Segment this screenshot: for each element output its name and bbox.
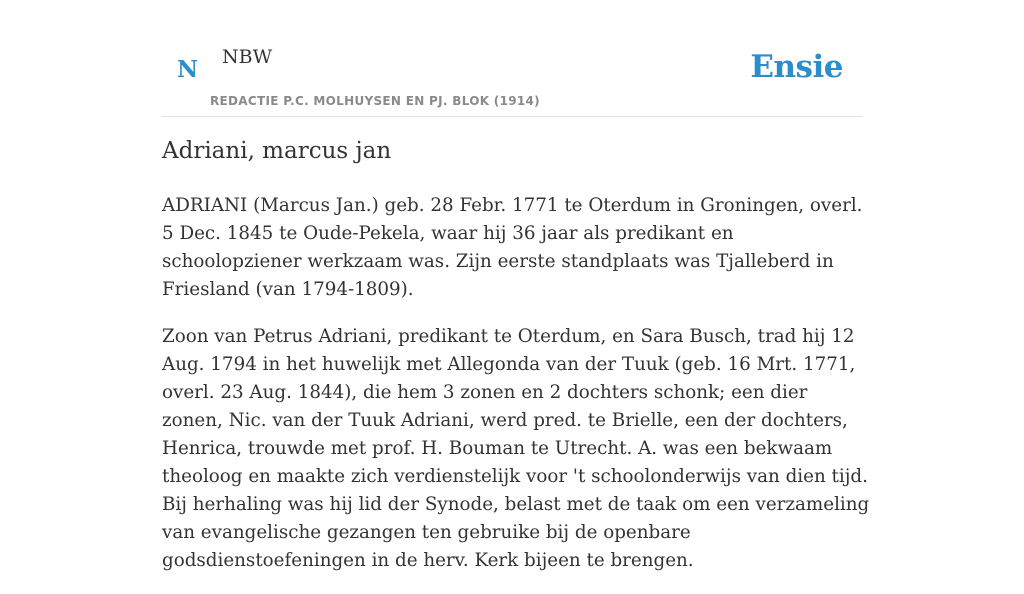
source-editors: REDACTIE P.C. MOLHUYSEN EN PJ. BLOK (1914) [210, 94, 540, 108]
article-paragraph: Zoon van Petrus Adriani, predikant te Oterdum, en Sara Busch, trad hij 12 Aug. 1794 in het huwelijk met Allegonda van der Tuuk (geb. 16 Mrt. 1771, overl. 23 Aug. 1844), die hem 3 zonen en 2 dochters schonk; een dier zonen, Nic. van der Tuuk Adriani, werd pred. te Brielle, een der dochters, Henrica, trouwde met prof. H. Bouman te Utrecht. A. was een bekwaam theoloog en maakte zich verdienstelijk voor 't schoolonderwijs van dien tijd. Bij herhaling was hij lid der Synode, belast met de taak om een verzameling van evangelische gezangen ten gebruike bij de openbare godsdienstoefeningen in de herv. Kerk bijeen te brengen. [162, 326, 870, 571]
article-title: Adriani, marcus jan [162, 138, 392, 164]
article-body [162, 192, 872, 594]
source-name[interactable]: NBW [222, 46, 273, 68]
header [162, 0, 862, 117]
source-logo[interactable]: N [177, 56, 199, 83]
article-paragraph: ADRIANI (Marcus Jan.) geb. 28 Febr. 1771 te Oterdum in Groningen, overl. 5 Dec. 1845 te Oude-Pekela, waar hij 36 jaar als predikant en schoolopziener werkzaam was. Zijn eerste standplaats was Tjalleberd in Friesland (van 1794-1809). [162, 195, 863, 300]
brand-logo[interactable]: Ensie [750, 49, 843, 85]
